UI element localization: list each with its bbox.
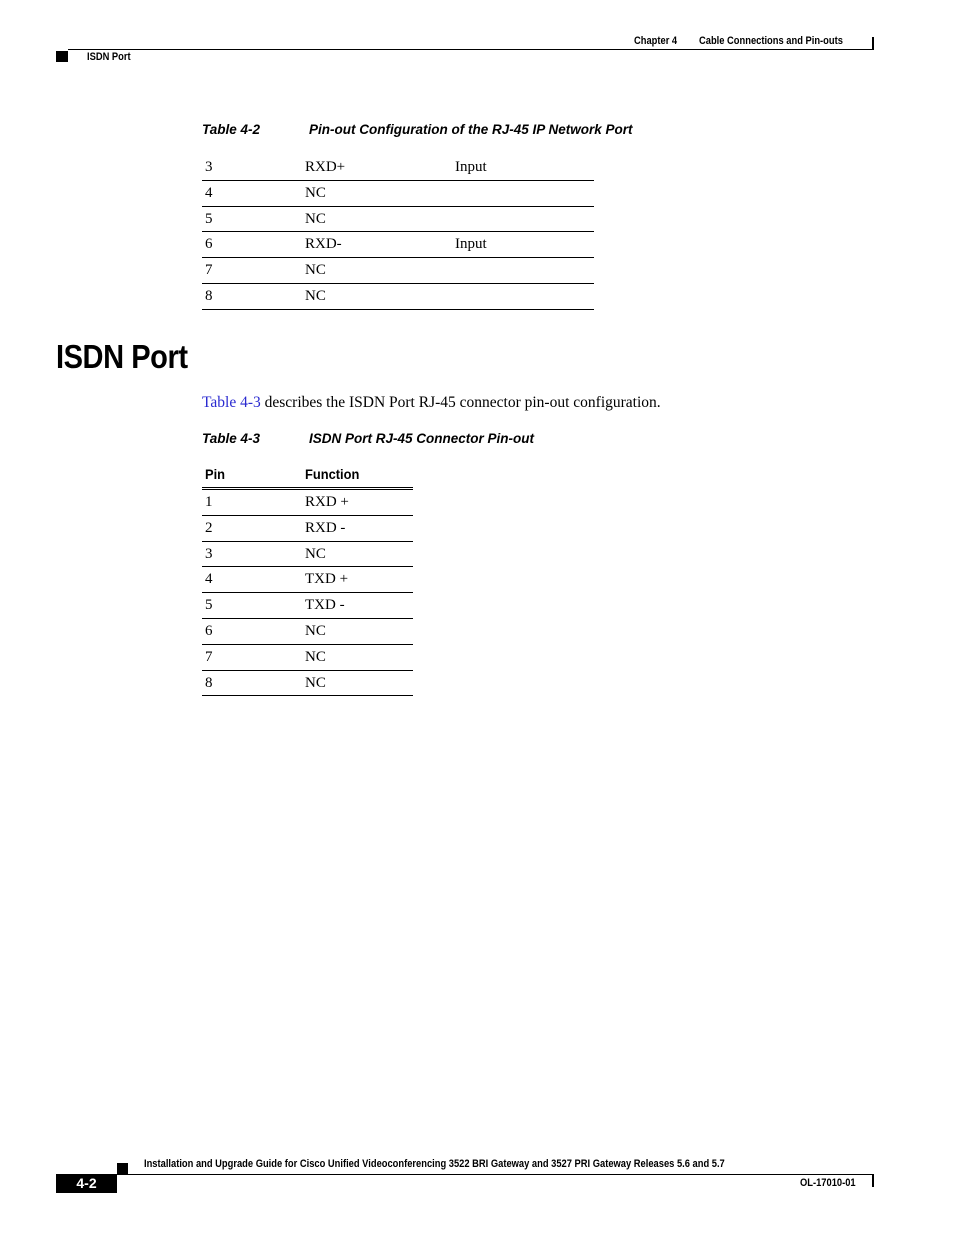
table-cell-pin: 6 xyxy=(205,236,213,253)
footer-square-marker xyxy=(117,1163,128,1174)
footer-vertical-bar xyxy=(872,1175,874,1187)
footer-rule xyxy=(56,1174,874,1175)
table-cell-function: NC xyxy=(305,648,326,665)
table-4-3-caption-number: Table 4-3 xyxy=(202,431,261,446)
table-header-function: Function xyxy=(305,466,360,482)
table-row xyxy=(202,593,413,619)
table-row xyxy=(202,542,413,568)
table-row xyxy=(202,232,594,258)
table-row xyxy=(202,671,413,697)
header-chapter-title: Cable Connections and Pin-outs xyxy=(699,35,843,47)
footer-guide-title: Installation and Upgrade Guide for Cisco Unified Videoconferencing 3522 BRI Gateway and 3527 PRI Gateway Releases 5.6 and 5.7 xyxy=(144,1158,725,1170)
table-cell-pin: 1 xyxy=(205,494,213,510)
header-section: ISDN Port xyxy=(87,51,131,63)
section-heading: ISDN Port xyxy=(56,338,188,375)
table-row xyxy=(202,181,594,207)
table-cell-function: NC xyxy=(305,545,326,562)
footer-doc-number: OL-17010-01 xyxy=(800,1177,856,1189)
table-cell-pin: 2 xyxy=(205,519,213,536)
table-row xyxy=(202,258,594,284)
table-cell-signal: NC xyxy=(305,287,326,304)
table-cell-function: RXD + xyxy=(305,494,349,510)
table-cell-function: TXD + xyxy=(305,571,349,588)
table-cell-signal: NC xyxy=(305,210,326,227)
intro-text: describes the ISDN Port RJ-45 connector pin-out configuration. xyxy=(260,394,661,411)
table-cell-function: RXD - xyxy=(305,519,346,536)
table-cell-pin: 4 xyxy=(205,571,213,588)
table-cell-function: NC xyxy=(305,674,326,691)
table-cell-pin: 8 xyxy=(205,674,213,691)
table-row xyxy=(202,155,594,181)
table-cell-signal: NC xyxy=(305,184,326,201)
table-header-row xyxy=(202,463,413,490)
table-cell-signal: RXD+ xyxy=(305,159,346,175)
table-4-2-caption-number: Table 4-2 xyxy=(202,122,261,137)
table-cell-signal: NC xyxy=(305,262,326,279)
table-cell-pin: 7 xyxy=(205,262,213,279)
table-cell-pin: 8 xyxy=(205,287,213,304)
table-4-3-caption-text: ISDN Port RJ-45 Connector Pin-out xyxy=(309,431,535,446)
table-row xyxy=(202,490,413,516)
table-header-pin: Pin xyxy=(205,466,226,482)
table-4-2 xyxy=(202,155,594,310)
header-square-marker xyxy=(56,51,68,62)
table-4-2-caption-text: Pin-out Configuration of the RJ-45 IP Network Port xyxy=(309,122,633,137)
table-cell-direction: Input xyxy=(455,236,487,253)
table-cell-pin: 7 xyxy=(205,648,213,665)
table-row xyxy=(202,207,594,233)
table-row xyxy=(202,567,413,593)
table-cell-signal: RXD- xyxy=(305,236,342,253)
table-cell-pin: 5 xyxy=(205,210,213,227)
table-row xyxy=(202,619,413,645)
table-4-3 xyxy=(202,463,413,696)
intro-paragraph xyxy=(202,394,661,412)
footer-page-number: 4-2 xyxy=(56,1174,117,1193)
table-cell-pin: 5 xyxy=(205,597,213,614)
table-cell-pin: 6 xyxy=(205,622,213,639)
header-rule xyxy=(68,49,874,50)
table-row xyxy=(202,284,594,310)
table-4-3-link[interactable]: Table 4-3 xyxy=(202,394,261,411)
table-cell-direction: Input xyxy=(455,159,487,175)
table-cell-function: NC xyxy=(305,622,326,639)
table-row xyxy=(202,645,413,671)
table-cell-pin: 3 xyxy=(205,545,213,562)
header-chapter: Chapter 4 xyxy=(634,35,678,47)
table-cell-pin: 4 xyxy=(205,184,213,201)
table-cell-function: TXD - xyxy=(305,597,345,614)
table-cell-pin: 3 xyxy=(205,159,213,175)
table-row xyxy=(202,516,413,542)
